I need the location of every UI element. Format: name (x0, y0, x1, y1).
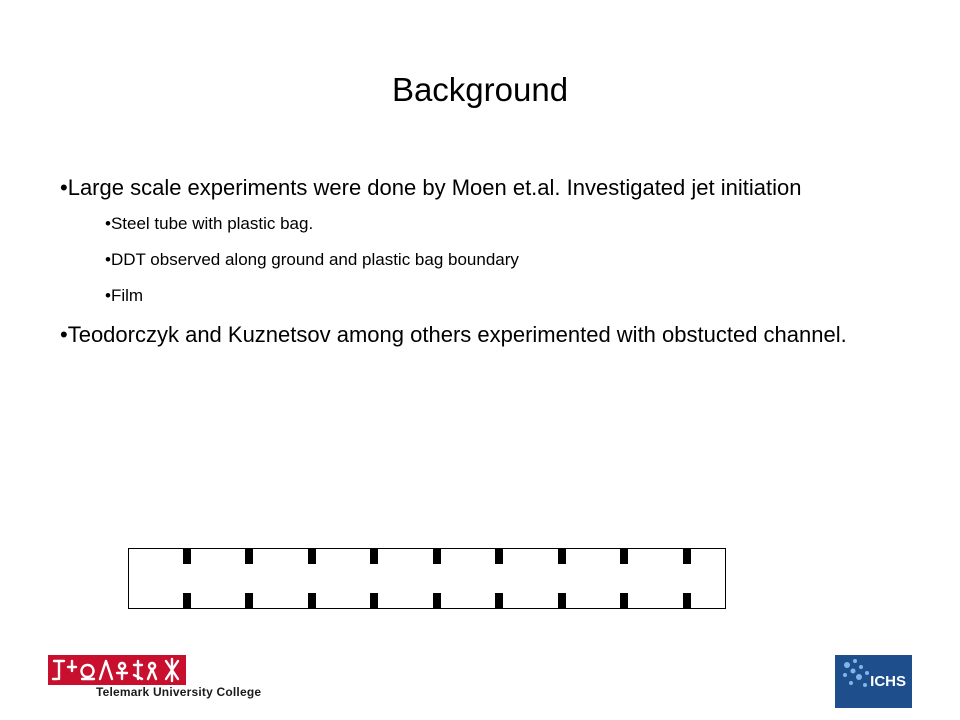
ichs-logo-text: ICHS (870, 673, 906, 690)
obstacle-top-6 (495, 549, 503, 564)
obstacle-top-8 (620, 549, 628, 564)
sub-bullet-steel-tube: •Steel tube with plastic bag. (105, 214, 314, 233)
obstacle-top-7 (558, 549, 566, 564)
obstacle-bottom-5 (433, 593, 441, 608)
obstacle-bottom-6 (495, 593, 503, 608)
obstacle-top-3 (308, 549, 316, 564)
telemark-university-logo (48, 655, 278, 700)
ichs-logo (835, 655, 912, 708)
tuc-symbol-band (48, 655, 186, 685)
obstacle-bottom-4 (370, 593, 378, 608)
slide-title: Background (391, 71, 569, 108)
obstacle-bottom-7 (558, 593, 566, 608)
tuc-logo-text: Telemark University College (96, 685, 262, 699)
obstacle-top-9 (683, 549, 691, 564)
sub-bullet-film: •Film (105, 286, 144, 305)
obstacle-bottom-2 (245, 593, 253, 608)
sub-bullet-ddt: •DDT observed along ground and plastic bag boundary (105, 250, 519, 269)
bullet-moen: •Large scale experiments were done by Moen et.al. Investigated jet initiation (60, 175, 802, 200)
obstructed-channel-diagram (128, 548, 726, 609)
obstacle-top-1 (183, 549, 191, 564)
obstacle-top-5 (433, 549, 441, 564)
tuc-glyphs-icon (48, 655, 186, 685)
bullet-list (60, 174, 880, 360)
obstacle-top-2 (245, 549, 253, 564)
obstacle-bottom-3 (308, 593, 316, 608)
obstacle-bottom-9 (683, 593, 691, 608)
obstacle-bottom-8 (620, 593, 628, 608)
obstacle-bottom-1 (183, 593, 191, 608)
obstacle-top-4 (370, 549, 378, 564)
bullet-teodorczyk: •Teodorczyk and Kuznetsov among others experimented with obstucted channel. (60, 322, 847, 347)
